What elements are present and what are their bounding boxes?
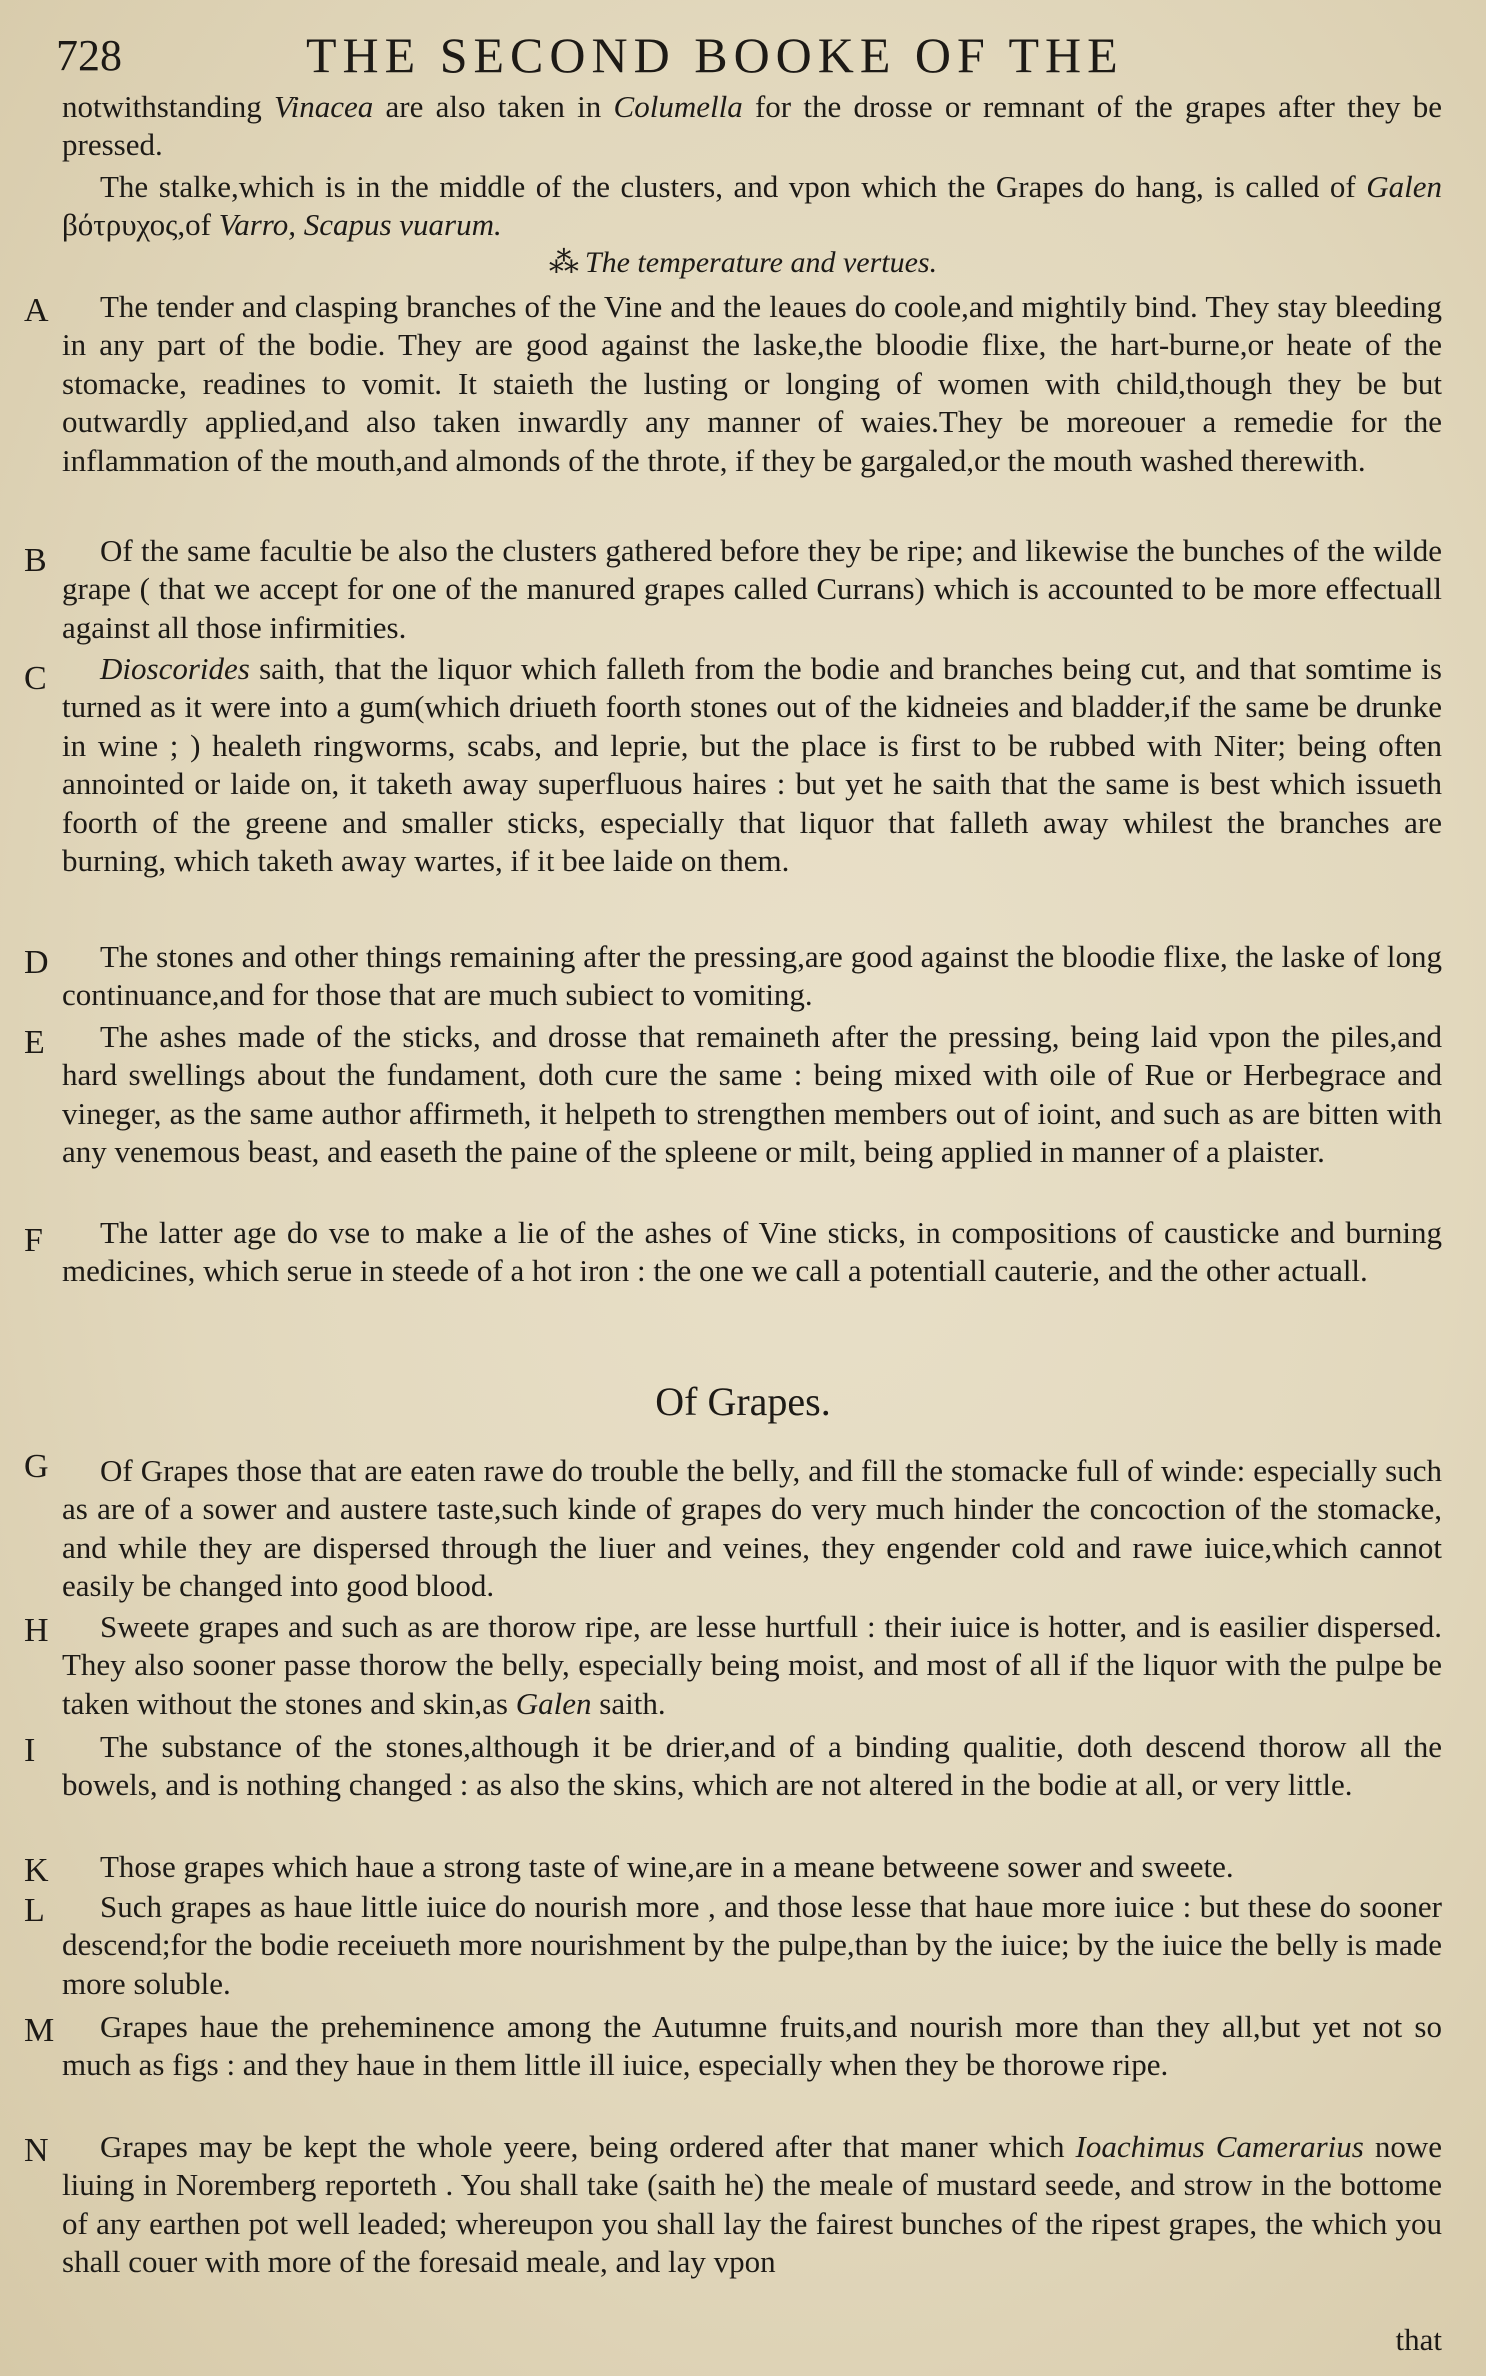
- greek-word: βότρυχος: [62, 207, 178, 243]
- intro-text: The stalke,which is in the middle of the clusters, and vpon which the Grapes do hang, is called of: [100, 169, 1367, 204]
- section-title: Of Grapes.: [655, 1379, 831, 1424]
- section-k-paragraph: Those grapes which haue a strong taste of wine,are in a meane betweene sower and sweete.: [100, 1849, 1234, 1884]
- intro-text: for the drosse or remnant of the grapes after they be pressed.: [62, 89, 1442, 163]
- intro-italic-vinacea: Vinacea: [274, 89, 374, 124]
- intro-italic-galen: Galen: [1366, 169, 1442, 204]
- section-i-paragraph: The substance of the stones,although it be drier,and of a binding qualitie, doth descend thorow all the bowels, and is nothing changed : as also the skins, which are not altered in the bodie at all, or very little.: [62, 1729, 1442, 1803]
- section-l-paragraph: Such grapes as haue little iuice do nourish more , and those lesse that haue more iuice : but these do sooner descend;for the bodie receiueth more nourishment by the pulpe,than by the iuice; by the iuice the belly is made more soluble.: [62, 1889, 1442, 2001]
- intro-text: ,of: [177, 207, 219, 243]
- intro-paragraph-2: [62, 168, 1442, 245]
- section-b-paragraph: Of the same facultie be also the clusters gathered before they be ripe; and likewise the bunches of the wilde grape ( that we accept for one of the manured grapes called Currans) which is accounted to be more effectuall against all those infirmities.: [62, 533, 1442, 645]
- margin-letter-n: N: [24, 2132, 49, 2169]
- section-f-paragraph: The latter age do vse to make a lie of the ashes of Vine sticks, in compositions of causticke and burning medicines, which serue in steede of a hot iron : the one we call a potentiall cauterie, and the other actuall.: [62, 1215, 1442, 1289]
- section-h-tail: saith.: [591, 1685, 666, 1721]
- margin-letter-c: C: [24, 660, 47, 697]
- section-n-tail: nowe liuing in Noremberg reporteth . You shall take (saith he) the meale of mustard seede, and strow in the bottome of any earthen pot well leaded; whereupon you shall lay the fairest bunches of the ripest grapes, the which you shall couer with more of the foresaid meale, and lay vpon: [62, 2129, 1442, 2280]
- section-n-paragraph: [62, 2128, 1442, 2282]
- margin-letter-i: I: [24, 1732, 36, 1769]
- section-h-text: Sweete grapes and such as are thorow ripe, are lesse hurtfull : their iuice is hotter, and is easilier dispersed. They also sooner passe thorow the belly, especially being moist, and most of all if the liquor with the pulpe be taken without the stones and skin,as: [62, 1609, 1442, 1721]
- margin-letter-l: L: [24, 1892, 45, 1929]
- margin-letter-h: H: [24, 1612, 49, 1649]
- page-number: 728: [56, 31, 122, 80]
- catchword: that: [1395, 2322, 1442, 2357]
- asterism-icon: ⁂: [548, 246, 579, 279]
- margin-letter-e: E: [24, 1024, 45, 1061]
- margin-letter-a: A: [24, 292, 49, 329]
- section-m-paragraph: Grapes haue the preheminence among the Autumne fruits,and nourish more than they all,but yet not so much as figs : and they haue in them little ill iuice, especially when they be thorowe ripe.: [62, 2009, 1442, 2083]
- margin-letter-m: M: [24, 2012, 55, 2049]
- section-h-paragraph: [62, 1608, 1442, 1723]
- section-g-paragraph: Of Grapes those that are eaten rawe do trouble the belly, and fill the stomacke full of winde: especially such as are of a sower and austere taste,such kinde of grapes do very much hinder the concoction of the stomacke, and while they are dispersed through the liuer and veines, they engender cold and rawe iuice,which cannot easily be changed into good blood.: [62, 1453, 1442, 1604]
- margin-letter-k: K: [24, 1852, 49, 1889]
- intro-italic-varro: Varro, Scapus vuarum.: [218, 207, 502, 243]
- subheading: [0, 245, 1486, 280]
- page-header: [56, 22, 1456, 92]
- section-c-paragraph: [62, 650, 1442, 880]
- section-n-text: Grapes may be kept the whole yeere, being ordered after that maner which: [100, 2129, 1076, 2164]
- intro-italic-columella: Columella: [613, 89, 743, 124]
- margin-letter-f: F: [24, 1222, 43, 1259]
- subheading-text: The temperature and vertues.: [584, 246, 938, 279]
- intro-text: are also taken in: [373, 89, 614, 124]
- intro-paragraph-1: [62, 88, 1442, 165]
- section-e-paragraph: The ashes made of the sticks, and drosse that remaineth after the pressing, being laid vpon the piles,and hard swellings about the fundament, doth cure the same : being mixed with oile of Rue or Herbegrace and vineger, as the same author affirmeth, it helpeth to strengthen members out of ioint, and such as are bitten with any venemous beast, and easeth the paine of the spleene or milt, being applied in manner of a plaister.: [62, 1019, 1442, 1170]
- section-d-paragraph: The stones and other things remaining after the pressing,are good against the bloodie flixe, the laske of long continuance,and for those that are much subiect to vomiting.: [62, 939, 1442, 1013]
- intro-text: notwithstanding: [62, 89, 275, 124]
- section-a-paragraph: The tender and clasping branches of the Vine and the leaues do coole,and mightily bind. They stay bleeding in any part of the bodie. They are good against the laske,the bloodie flixe, the hart-burne,or heate of the stomacke, readines to vomit. It staieth the lusting or longing of women with child,though they be but outwardly applied,and also taken inwardly any manner of waies.They be moreouer a remedie for the inflammation of the mouth,and almonds of the throte, if they be gargaled,or the mouth washed therewith.: [62, 289, 1442, 478]
- italic-galen: Galen: [515, 1685, 592, 1721]
- margin-letter-b: B: [24, 542, 47, 579]
- section-c-text: saith, that the liquor which falleth from the bodie and branches being cut, and that somtime is turned as it were into a gum(which driueth foorth stones out of the kidneies and bladder,if the same be drunke in wine ; ) healeth ringworms, scabs, and leprie, but the place is first to be rubbed with Niter; being often annointed or laide on, it taketh away superfluous haires : but yet he saith that the same is best which issueth foorth of the greene and smaller sticks, especially that liquor that falleth away whilest the branches are burning, which taketh away wartes, if it bee laide on them.: [62, 651, 1442, 879]
- italic-dioscorides: Dioscorides: [100, 651, 250, 686]
- running-head: THE SECOND BOOKE OF THE: [306, 27, 1124, 83]
- italic-camerarius: Ioachimus Camerarius: [1075, 2129, 1364, 2164]
- margin-letter-d: D: [24, 944, 49, 981]
- margin-letter-g: G: [24, 1448, 49, 1485]
